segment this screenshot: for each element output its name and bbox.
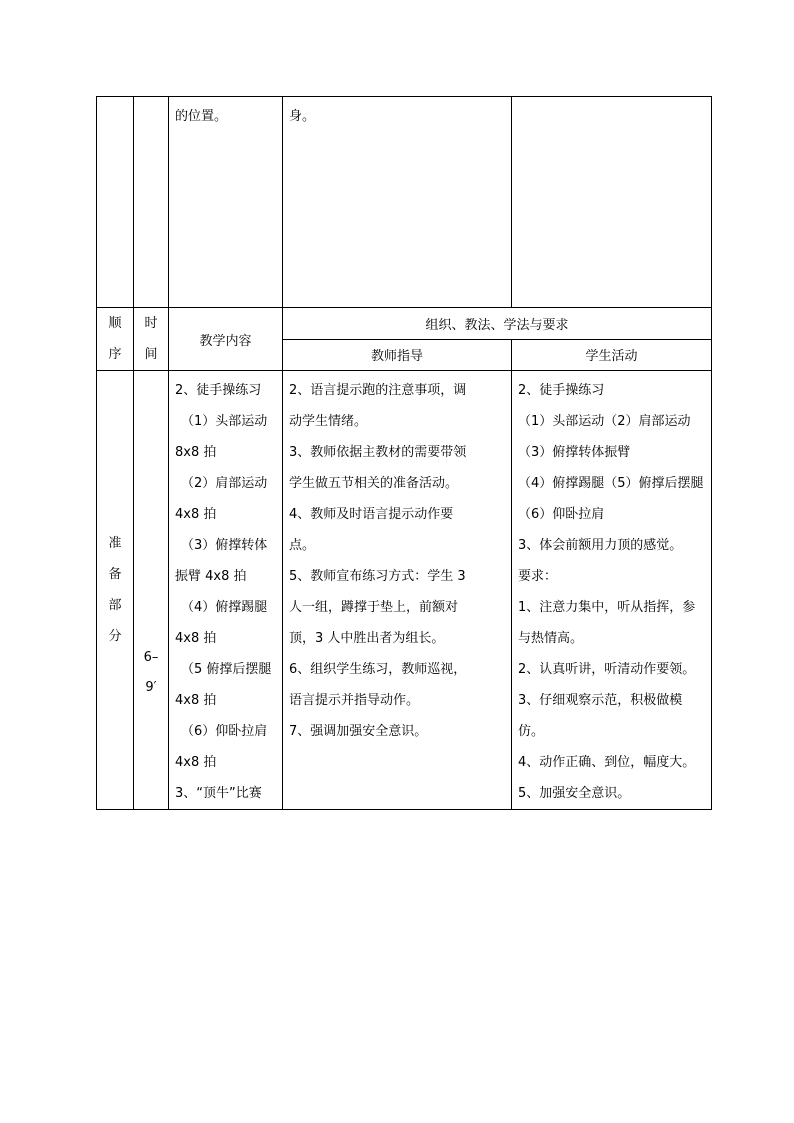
student-line: 仿。 <box>518 724 545 739</box>
section-name-char: 准 <box>108 536 122 551</box>
header-time-char: 时 <box>144 316 158 331</box>
continued-order-cell <box>97 97 134 308</box>
section-time-cell <box>134 371 169 810</box>
content-line: （5 俯撑后摆腿 <box>181 662 272 677</box>
content-line: （1）头部运动 <box>181 414 268 429</box>
continued-row <box>97 97 712 308</box>
teacher-line: 人一组，蹲撑于垫上，前额对 <box>289 600 459 615</box>
content-line: （2）肩部运动 <box>181 476 268 491</box>
header-teacher-guide: 教师指导 <box>283 339 512 371</box>
section-time-line: 6– <box>143 650 159 665</box>
continued-content-cell <box>169 97 283 308</box>
section-name-char: 备 <box>108 567 122 582</box>
content-line: （3）俯撑转体 <box>181 538 268 553</box>
student-line: 3、仔细观察示范，积极做模 <box>518 693 683 708</box>
lesson-plan-table <box>96 96 712 810</box>
continued-teacher-text: 身。 <box>289 109 316 124</box>
teacher-line: 4、教师及时语言提示动作要 <box>289 507 454 522</box>
section-time-line: 9′ <box>145 680 157 695</box>
continued-content-text: 的位置。 <box>175 109 228 124</box>
content-line: 4x8 拍 <box>175 755 217 770</box>
header-content: 教学内容 <box>169 308 283 371</box>
student-line: （6）仰卧拉肩 <box>518 507 605 522</box>
student-line: 2、认真听讲，听清动作要领。 <box>518 662 696 677</box>
header-time-cell <box>134 308 169 371</box>
content-line: 4x8 拍 <box>175 693 217 708</box>
teacher-line: 语言提示并指导动作。 <box>289 693 420 708</box>
preparation-section-row <box>97 371 712 810</box>
student-line: （1）头部运动（2）肩部运动 <box>518 414 691 429</box>
continued-time-cell <box>134 97 169 308</box>
header-organization: 组织、教法、学法与要求 <box>283 308 712 340</box>
teacher-line: 顶，3 人中胜出者为组长。 <box>289 631 445 646</box>
student-line: 1、注意力集中，听从指挥，参 <box>518 600 696 615</box>
teacher-line: 学生做五节相关的准备活动。 <box>289 476 459 491</box>
content-line: 3、“顶牛”比赛 <box>175 786 262 801</box>
content-line: 振臂 4x8 拍 <box>175 569 247 584</box>
continued-teacher-cell <box>283 97 512 308</box>
section-name-char: 部 <box>108 598 122 613</box>
student-line: 5、加强安全意识。 <box>518 786 631 801</box>
content-line: （4）俯撑踢腿 <box>181 600 268 615</box>
header-order-cell <box>97 308 134 371</box>
teacher-line: 3、教师依据主教材的需要带领 <box>289 445 467 460</box>
content-line: 4x8 拍 <box>175 631 217 646</box>
student-line: （3）俯撑转体振臂 <box>518 445 631 460</box>
student-line: 3、体会前额用力顶的感觉。 <box>518 538 683 553</box>
section-content-cell <box>169 371 283 810</box>
content-line: 8x8 拍 <box>175 445 217 460</box>
teacher-line: 2、语言提示跑的注意事项，调 <box>289 383 467 398</box>
section-name-cell <box>97 371 134 810</box>
teacher-line: 7、强调加强安全意识。 <box>289 724 428 739</box>
teacher-line: 动学生情绪。 <box>289 414 368 429</box>
student-line: （4）俯撑踢腿（5）俯撑后摆腿 <box>518 476 704 491</box>
student-line: 与热情高。 <box>518 631 584 646</box>
header-time-char: 间 <box>144 347 158 362</box>
section-teacher-cell <box>283 371 512 810</box>
teacher-line: 点。 <box>289 538 316 553</box>
header-student-activity: 学生活动 <box>512 339 712 371</box>
teacher-line: 5、教师宣布练习方式：学生 3 <box>289 569 466 584</box>
student-line: 4、动作正确、到位，幅度大。 <box>518 755 696 770</box>
header-row-1 <box>97 308 712 340</box>
student-line: 2、徒手操练习 <box>518 383 605 398</box>
teacher-line: 6、组织学生练习，教师巡视， <box>289 662 467 677</box>
content-line: （6）仰卧拉肩 <box>181 724 268 739</box>
section-name-char: 分 <box>108 629 122 644</box>
student-line: 要求： <box>518 569 558 584</box>
section-student-cell <box>512 371 712 810</box>
content-line: 4x8 拍 <box>175 507 217 522</box>
continued-student-cell <box>512 97 712 308</box>
header-order-char: 序 <box>108 347 122 362</box>
content-line: 2、徒手操练习 <box>175 383 262 398</box>
header-order-char: 顺 <box>108 316 122 331</box>
